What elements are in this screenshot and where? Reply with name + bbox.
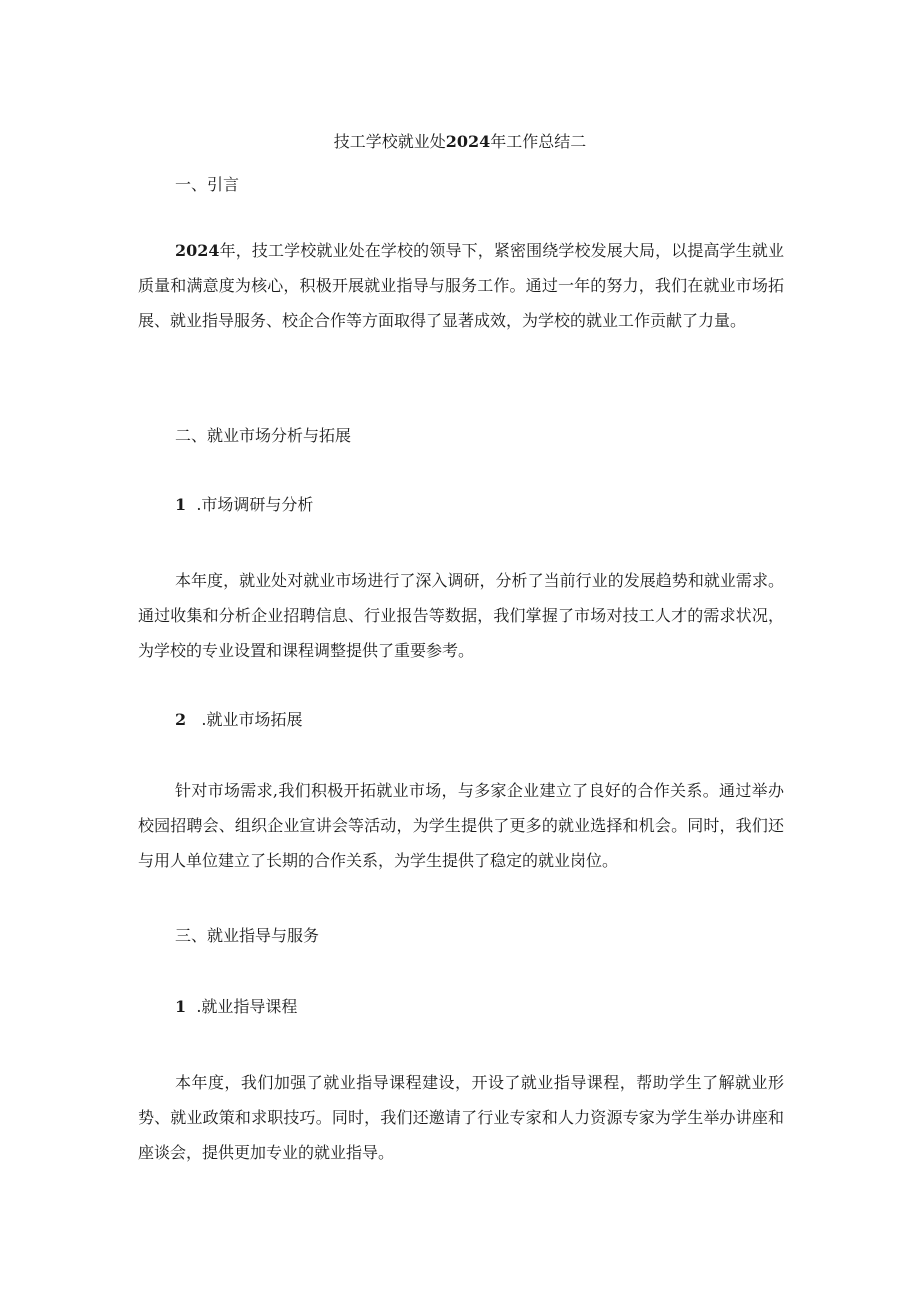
market-expansion-paragraph: 针对市场需求,我们积极开拓就业市场，与多家企业建立了良好的合作关系。通过举办校园招聘会、组织企业宣讲会等活动，为学生提供了更多的就业选择和机会。同时，我们还与用人单位建立了长期的合作关系，为学生提供了稳定的就业岗位。 [138, 781, 784, 870]
subheading-label: .就业市场拓展 [201, 710, 303, 729]
subheading-index: 1 [175, 997, 187, 1016]
intro-paragraph [138, 233, 784, 338]
market-research-paragraph: 本年度，就业处对就业市场进行了深入调研，分析了当前行业的发展趋势和就业需求。通过收集和分析企业招聘信息、行业报告等数据，我们掌握了市场对技工人才的需求状况，为学校的专业设置和课程调整提供了重要参考。 [138, 571, 784, 660]
subheading-index: 1 [175, 495, 187, 514]
subheading-label: .市场调研与分析 [196, 495, 314, 514]
title-suffix: 年工作总结二 [490, 132, 587, 151]
section-heading-guidance: 三、就业指导与服务 [175, 926, 320, 945]
title-prefix: 技工学校就业处 [333, 132, 446, 151]
subheading-market-expansion [175, 709, 303, 731]
subheading-market-research [175, 494, 313, 516]
section-heading-market: 二、就业市场分析与拓展 [175, 426, 352, 445]
document-title [0, 131, 920, 153]
title-year: 2024 [445, 132, 491, 151]
subheading-index: 2 [175, 710, 187, 729]
subheading-label: .就业指导课程 [196, 997, 298, 1016]
subheading-guidance-course [175, 996, 297, 1018]
intro-year: 2024 [175, 241, 220, 260]
section-heading-intro: 一、引言 [175, 175, 240, 194]
guidance-course-paragraph: 本年度，我们加强了就业指导课程建设，开设了就业指导课程，帮助学生了解就业形势、就业政策和求职技巧。同时，我们还邀请了行业专家和人力资源专家为学生举办讲座和座谈会，提供更加专业的就业指导。 [138, 1073, 784, 1162]
intro-body: 年，技工学校就业处在学校的领导下，紧密围绕学校发展大局，以提高学生就业质量和满意度为核心，积极开展就业指导与服务工作。通过一年的努力，我们在就业市场拓展、就业指导服务、校企合作等方面取得了显著成效，为学校的就业工作贡献了力量。 [138, 241, 784, 330]
